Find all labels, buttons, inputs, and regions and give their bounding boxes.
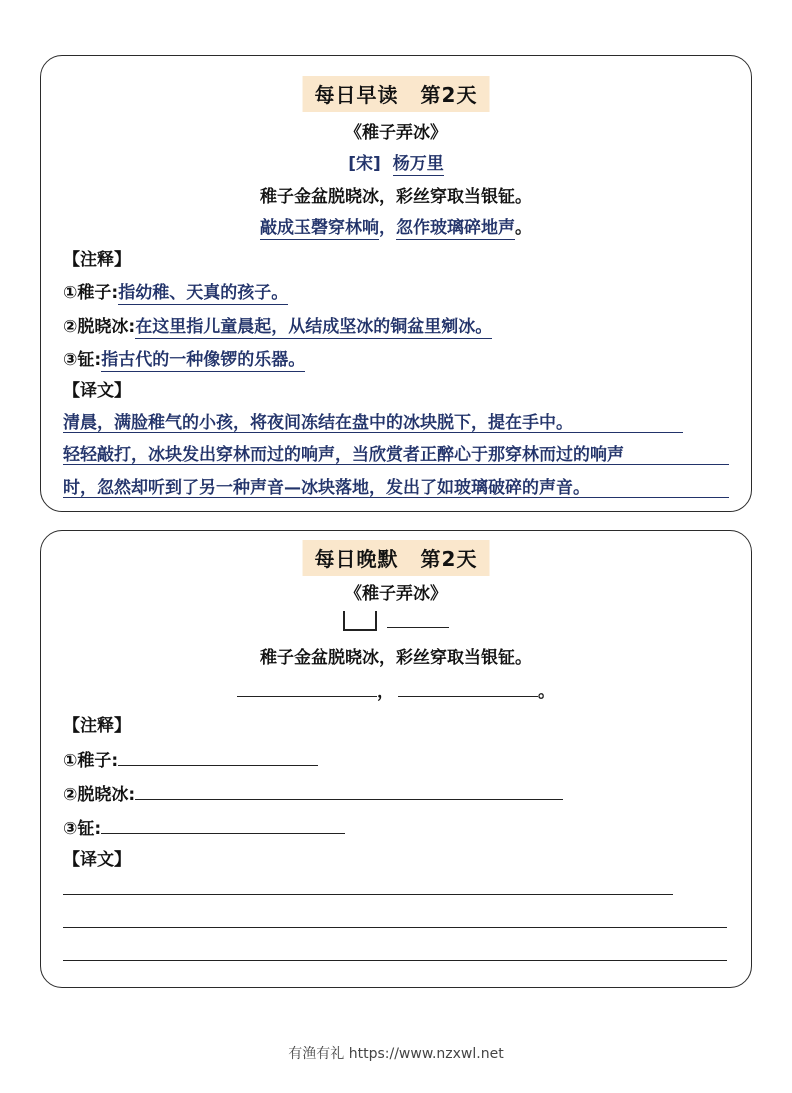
note-3: ③钲:指古代的一种像锣的乐器。: [63, 350, 306, 370]
note-2-blank[interactable]: [135, 798, 563, 800]
note-1-blank[interactable]: [118, 764, 318, 766]
evening-dictation-card: [40, 530, 752, 988]
evening-title: 每日晚默 第2天: [303, 540, 490, 576]
note-3: ③钲:: [63, 814, 345, 839]
note-1: ①稚子:指幼稚、天真的孩子。: [63, 283, 289, 303]
dynasty: [宋]: [348, 154, 381, 174]
translation-blank-2[interactable]: [63, 927, 727, 928]
notes-heading: 【注释】: [63, 250, 131, 270]
poem-title: 《稚子弄冰》: [345, 123, 447, 143]
poem-line-2-blank: ， 。: [41, 677, 751, 702]
dynasty-blank[interactable]: [343, 611, 377, 631]
translation-line-3: 时，忽然却听到了另一种声音—冰块落地，发出了如玻璃破碎的声音。: [63, 478, 590, 498]
poem-author-line: [41, 149, 751, 174]
morning-title: 每日早读 第2天: [303, 76, 490, 112]
translation-heading: 【译文】: [63, 850, 131, 870]
note-2: ②脱晓冰:在这里指儿童晨起，从结成坚冰的铜盆里剜冰。: [63, 317, 493, 337]
poem-line-1: 稚子金盆脱晓冰，彩丝穿取当银钲。: [260, 187, 532, 207]
translation-blank-1[interactable]: [63, 894, 673, 895]
translation-heading: 【译文】: [63, 381, 131, 401]
translation-line-2: 轻轻敲打，冰块发出穿林而过的响声，当欣赏者正醉心于那穿林而过的响声: [63, 445, 624, 465]
footer-watermark: 有渔有礼 https://www.nzxwl.net: [288, 1046, 504, 1062]
line2-blank-a[interactable]: [237, 695, 377, 697]
translation-rule-2: [63, 464, 729, 465]
poem-title: 《稚子弄冰》: [345, 584, 447, 604]
poem-line-2: 敲成玉磬穿林响，忽作玻璃碎地声。: [260, 218, 532, 238]
translation-rule-3: [63, 497, 729, 498]
note-1: ①稚子:: [63, 746, 318, 771]
poem-line-1: 稚子金盆脱晓冰，彩丝穿取当银钲。: [260, 648, 532, 668]
morning-reading-card: [40, 55, 752, 512]
line2-blank-b[interactable]: [398, 695, 538, 697]
note-3-blank[interactable]: [101, 832, 345, 834]
author-blank-line: [41, 611, 751, 635]
translation-rule-1: [63, 432, 683, 433]
note-2: ②脱晓冰:: [63, 780, 563, 805]
translation-blank-3[interactable]: [63, 960, 727, 961]
author: 杨万里: [392, 154, 444, 174]
notes-heading: 【注释】: [63, 716, 131, 736]
author-blank[interactable]: [387, 626, 449, 628]
translation-line-1: 清晨，满脸稚气的小孩，将夜间冻结在盘中的冰块脱下，提在手中。: [63, 413, 573, 433]
